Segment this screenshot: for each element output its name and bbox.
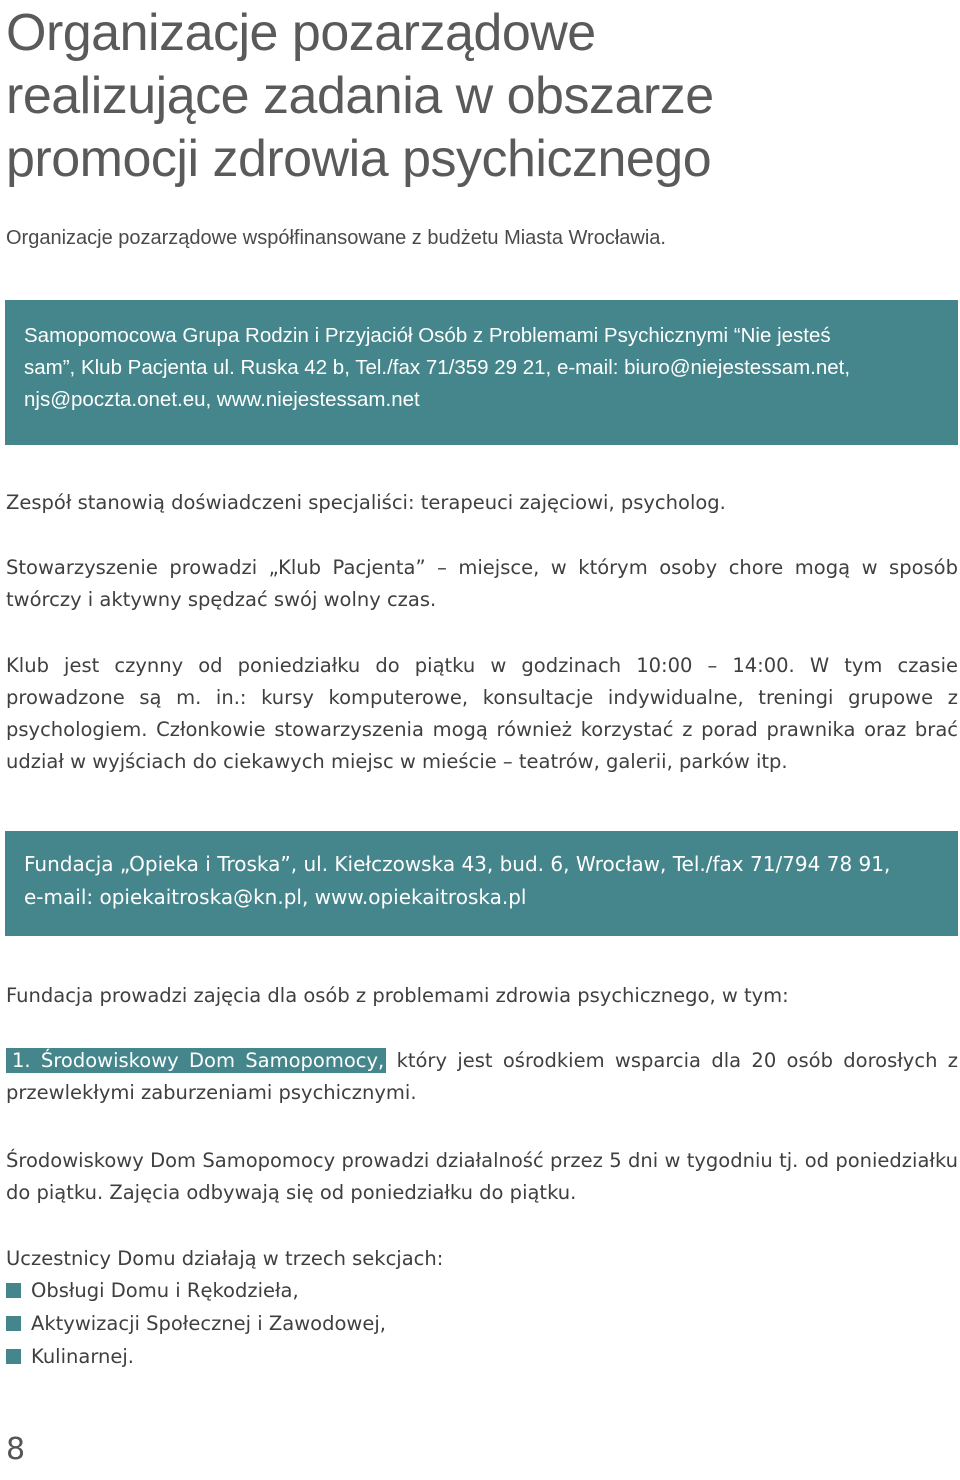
org1-contact-line-2: sam”, Klub Pacjenta ul. Ruska 42 b, Tel./fax 71/359 29 21, e-mail: biuro@niejestessam.net, xyxy=(24,356,851,379)
org1-club-paragraph: Stowarzyszenie prowadzi „Klub Pacjenta” – miejsce, w którym osoby chore mogą w sposób twórczy i aktywny spędzać swój wolny czas. xyxy=(6,556,958,611)
org2-item-1 xyxy=(6,1045,958,1109)
section-label: Aktywizacji Społecznej i Zawodowej, xyxy=(31,1312,386,1335)
sections-list xyxy=(6,1274,386,1373)
org1-hours-paragraph: Klub jest czynny od poniedziałku do piątku w godzinach 10:00 – 14:00. W tym czasie prowadzone są m. in.: kursy komputerowe, konsultacje indywidualne, treningi grupowe z psychologiem. Członkowie stowarzyszenia mogą również korzystać z porad prawnika oraz brać udział w wyjściach do ciekawych miejsc w mieście – teatrów, galerii, parków itp. xyxy=(6,654,958,773)
org1-contact-line-3: njs@poczta.onet.eu, www.niejestessam.net xyxy=(24,388,420,411)
org1-contact-box xyxy=(5,300,958,445)
bullet-square-icon xyxy=(6,1349,21,1364)
org1-contact-line-1: Samopomocowa Grupa Rodzin i Przyjaciół Osób z Problemami Psychicznymi “Nie jesteś xyxy=(24,324,831,347)
bullet-square-icon xyxy=(6,1283,21,1298)
org2-contact-line-1: Fundacja „Opieka i Troska”, ul. Kiełczowska 43, bud. 6, Wrocław, Tel./fax 71/794 78 91, xyxy=(24,852,891,876)
page-title xyxy=(6,2,946,191)
org1-team-paragraph: Zespół stanowią doświadczeni specjaliści: terapeuci zajęciowi, psycholog. xyxy=(6,491,726,514)
org2-intro-paragraph: Fundacja prowadzi zajęcia dla osób z problemami zdrowia psychicznego, w tym: xyxy=(6,984,789,1007)
item-1-description: który jest ośrodkiem wsparcia dla 20 osób dorosłych z przewlekłymi zaburzeniami psychicznymi. xyxy=(6,1049,958,1104)
subtitle: Organizacje pozarządowe współfinansowane z budżetu Miasta Wrocławia. xyxy=(6,227,666,249)
org2-contact-line-2: e-mail: opiekaitroska@kn.pl, www.opiekaitroska.pl xyxy=(24,885,527,909)
page-number: 8 xyxy=(6,1432,26,1467)
section-label: Obsługi Domu i Rękodzieła, xyxy=(31,1279,299,1302)
title-line-1: Organizacje pozarządowe xyxy=(6,4,596,62)
list-item xyxy=(6,1274,386,1307)
org2-contact-box xyxy=(5,831,958,936)
title-line-3: promocji zdrowia psychicznego xyxy=(6,130,712,188)
item-1-highlight: 1. Środowiskowy Dom Samopomocy, xyxy=(6,1048,386,1073)
sections-intro: Uczestnicy Domu działają w trzech sekcjach: xyxy=(6,1247,444,1270)
section-label: Kulinarnej. xyxy=(31,1345,134,1368)
org2-schedule-paragraph: Środowiskowy Dom Samopomocy prowadzi działalność przez 5 dni w tygodniu tj. od poniedziałku do piątku. Zajęcia odbywają się od poniedziałku do piątku. xyxy=(6,1149,958,1204)
title-line-2: realizujące zadania w obszarze xyxy=(6,67,714,125)
list-item xyxy=(6,1307,386,1340)
bullet-square-icon xyxy=(6,1316,21,1331)
list-item xyxy=(6,1340,386,1373)
